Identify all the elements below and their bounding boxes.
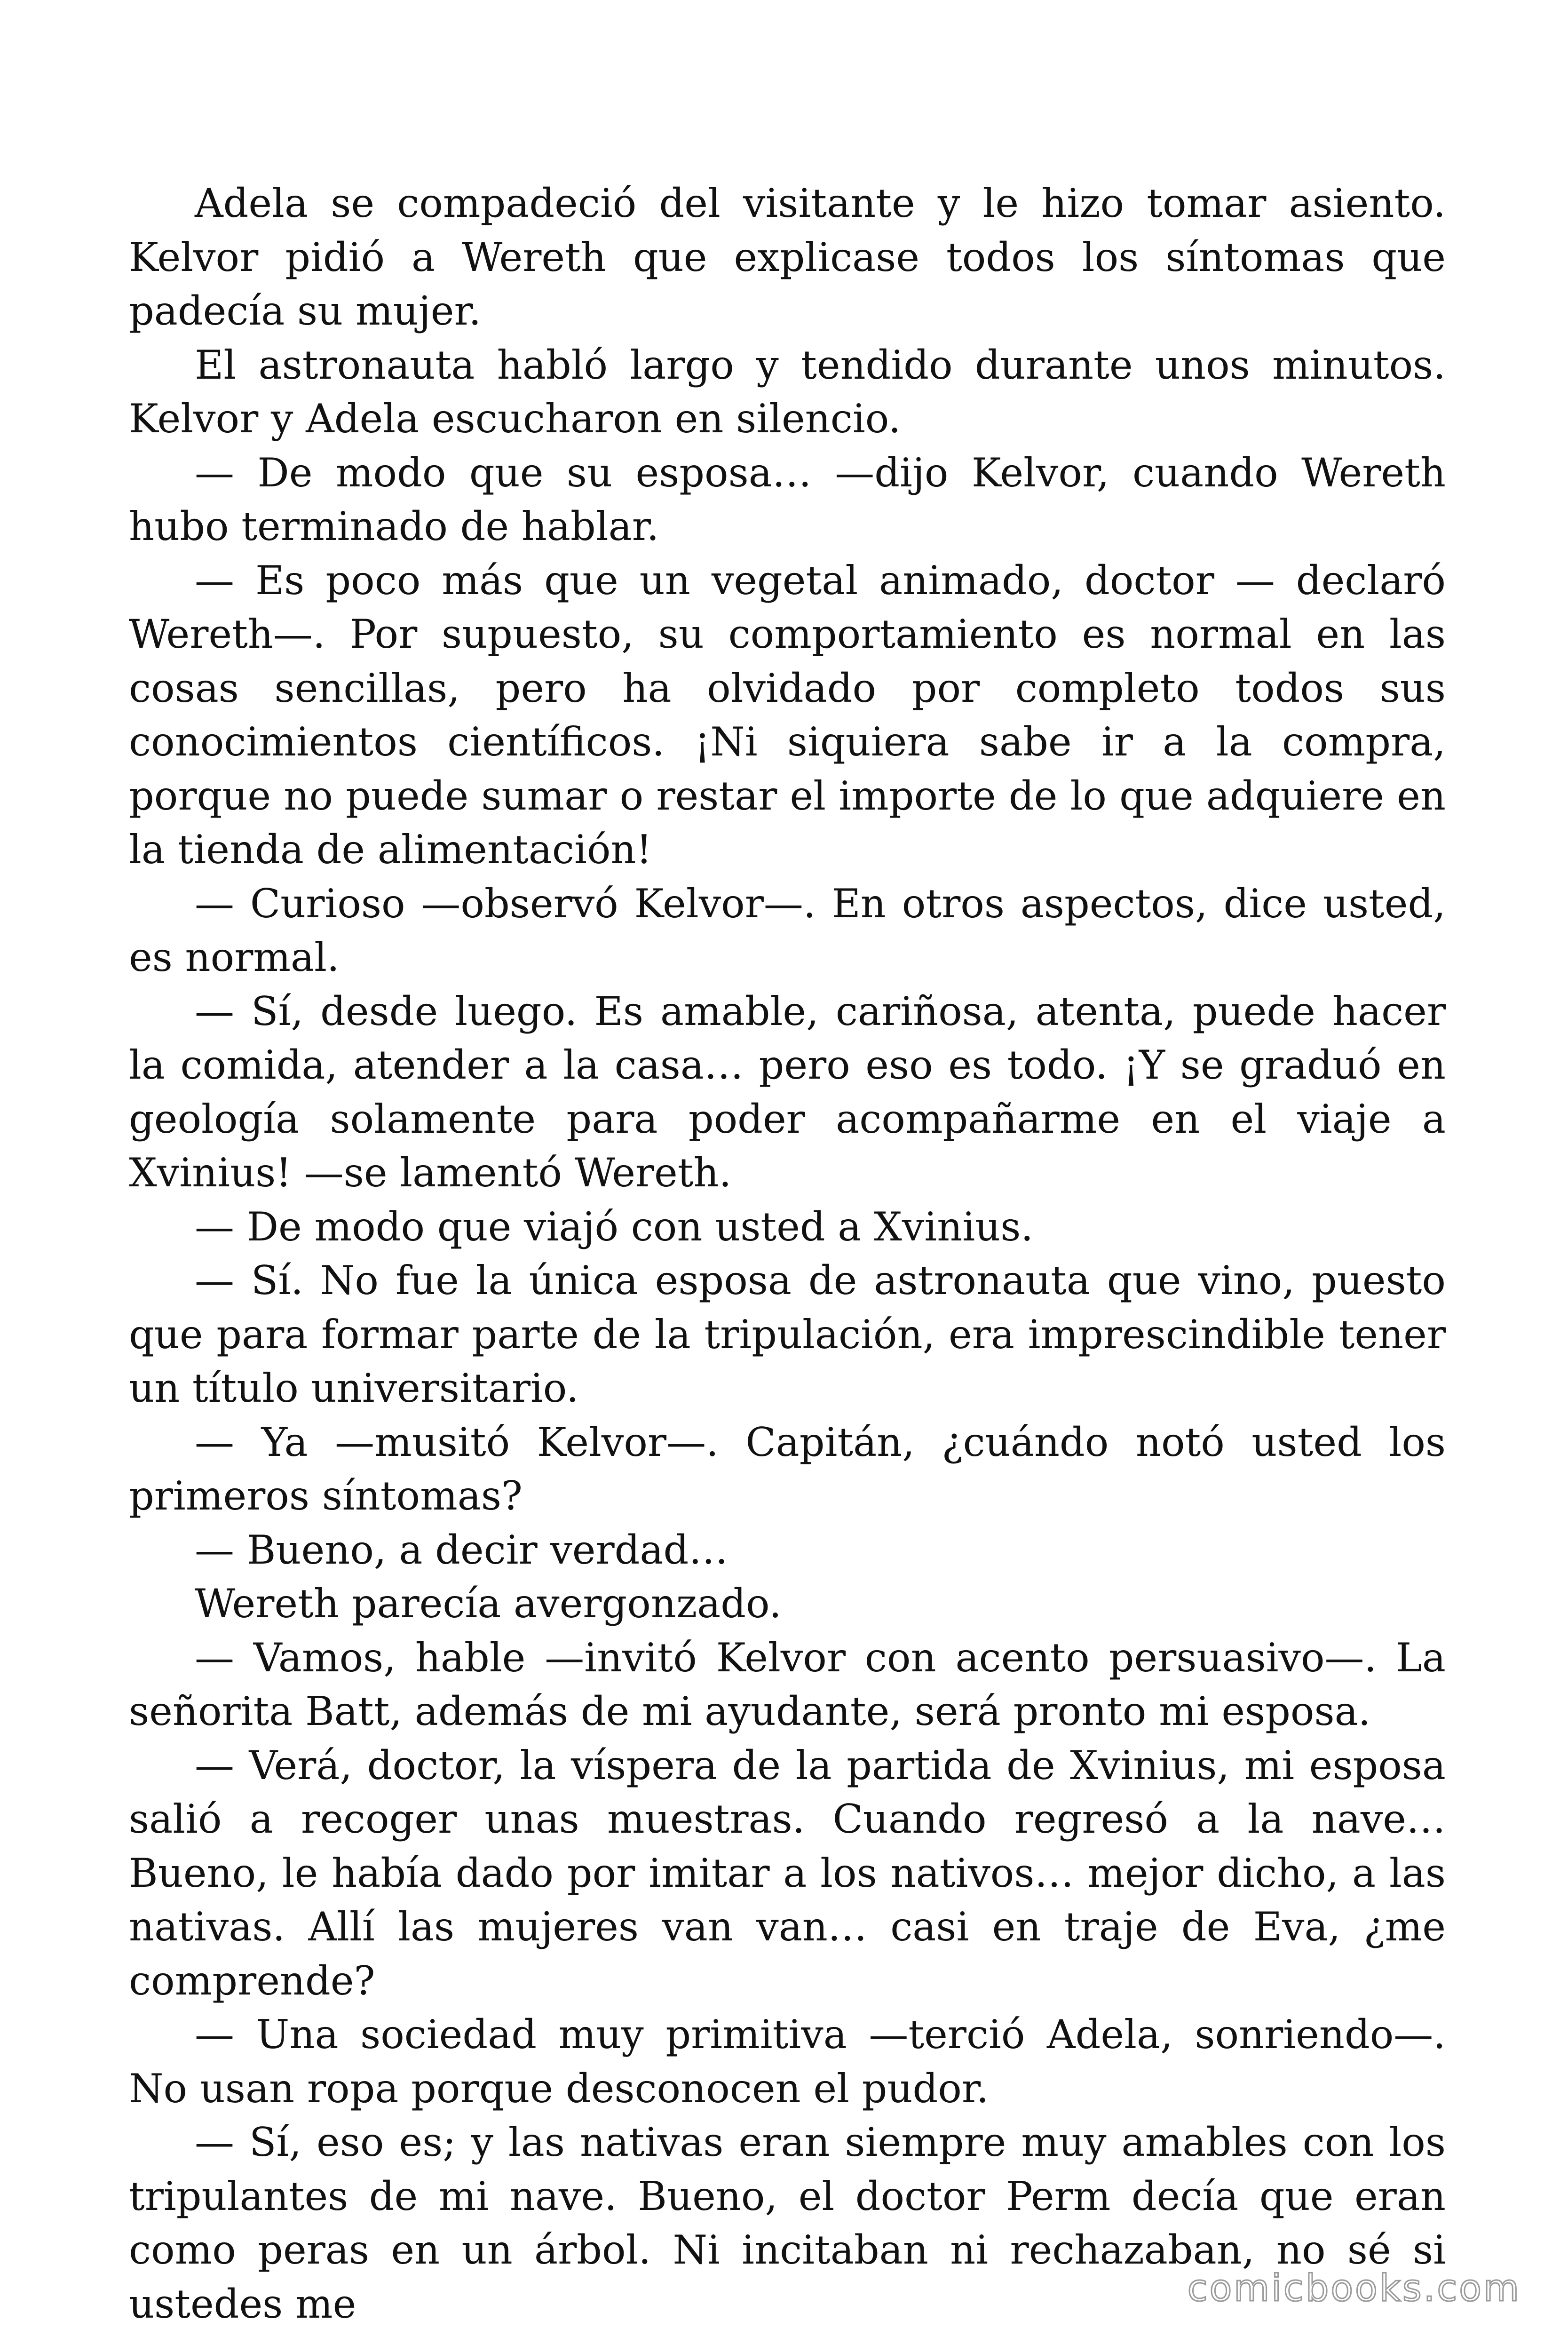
paragraph-1: Adela se compadeció del visitante y le hizo tomar asiento. Kelvor pidió a Wereth que explicase todos los síntomas que padecía su mujer. (129, 180, 1446, 334)
paragraph-9: — Ya —musitó Kelvor—. Capitán, ¿cuándo notó usted los primeros síntomas? (129, 1419, 1446, 1519)
paragraph-8: — Sí. No fue la única esposa de astronauta que vino, puesto que para formar parte de la tripulación, era imprescindible tener un título universitario. (129, 1257, 1446, 1411)
paragraph-11: Wereth parecía avergonzado. (195, 1581, 782, 1627)
paragraph-4: — Es poco más que un vegetal animado, doctor — declaró Wereth—. Por supuesto, su comportamiento es normal en las cosas sencillas, pero ha olvidado por completo todos sus conocimientos científicos. ¡Ni siquiera sabe ir a la compra, porque no puede sumar o restar el importe de lo que adquiere en la tienda de alimentación! (129, 557, 1446, 873)
paragraph-7: — De modo que viajó con usted a Xvinius. (195, 1203, 1034, 1250)
paragraph-5: — Curioso —observó Kelvor—. En otros aspectos, dice usted, es normal. (129, 880, 1446, 980)
paragraph-10: — Bueno, a decir verdad… (195, 1526, 729, 1573)
paragraph-3: — De modo que su esposa… —dijo Kelvor, cuando Wereth hubo terminado de hablar. (129, 449, 1446, 549)
paragraph-12: — Vamos, hable —invitó Kelvor con acento persuasivo—. La señorita Batt, además de mi ayudante, será pronto mi esposa. (129, 1634, 1446, 1734)
paragraph-15: — Sí, eso es; y las nativas eran siempre muy amables con los tripulantes de mi nave. Bueno, el doctor Perm decía que eran como peras en un árbol. Ni incitaban ni rechazaban, no sé si ustedes me (129, 2119, 1446, 2327)
body-text (129, 176, 1446, 2331)
paragraph-13: — Verá, doctor, la víspera de la partida de Xvinius, mi esposa salió a recoger unas muestras. Cuando regresó a la nave… Bueno, le había dado por imitar a los nativos… mejor dicho, a las nativas. Allí las mujeres van van… casi en traje de Eva, ¿me comprende? (129, 1742, 1446, 2004)
watermark: comicbooks.com (1187, 2267, 1521, 2310)
paragraph-6: — Sí, desde luego. Es amable, cariñosa, atenta, puede hacer la comida, atender a la casa… pero eso es todo. ¡Y se graduó en geología solamente para poder acompañarme en el viaje a Xvinius! —se lamentó Wereth. (129, 988, 1446, 1196)
paragraph-2: El astronauta habló largo y tendido durante unos minutos. Kelvor y Adela escucharon en silencio. (129, 342, 1446, 442)
paragraph-14: — Una sociedad muy primitiva —terció Adela, sonriendo—. No usan ropa porque desconocen el pudor. (129, 2011, 1446, 2112)
